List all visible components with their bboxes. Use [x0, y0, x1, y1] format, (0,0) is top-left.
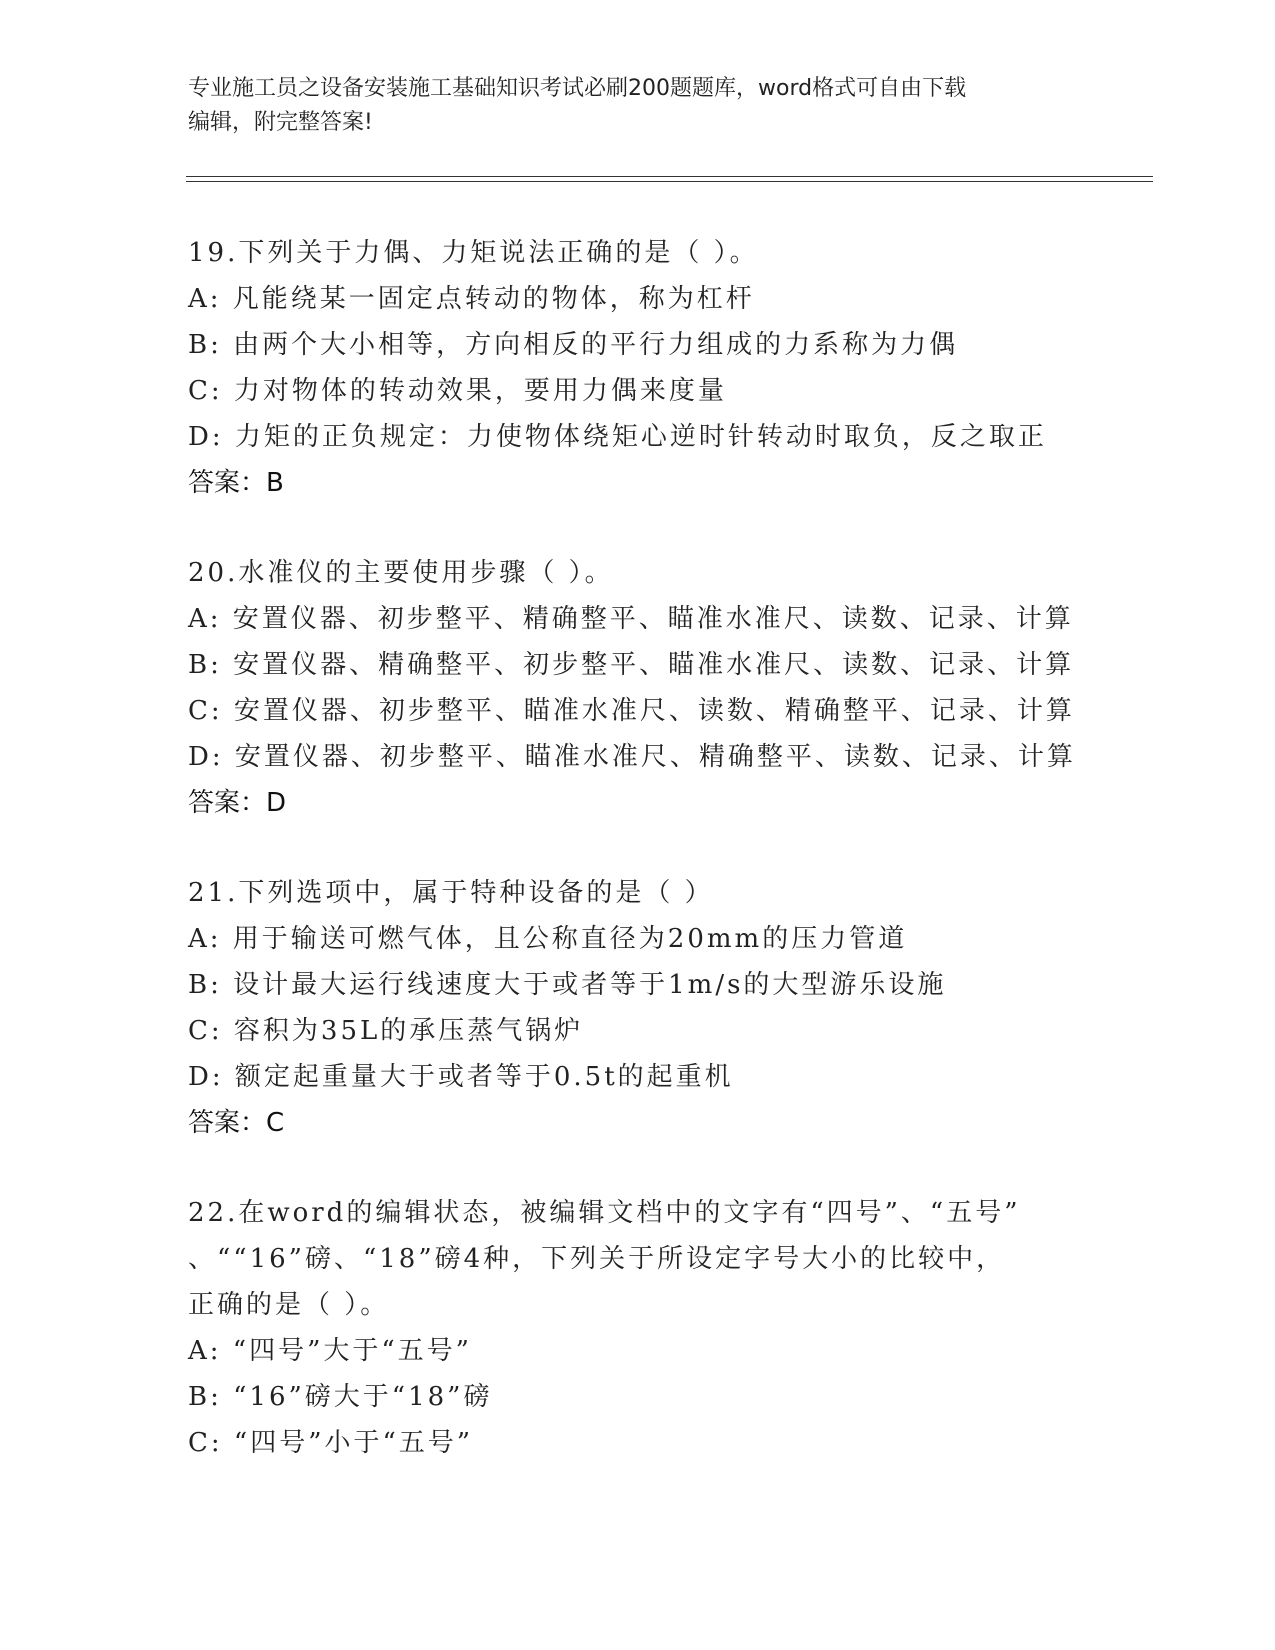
question-stem: 19.下列关于力偶、力矩说法正确的是（ ）。 [188, 238, 759, 268]
question-21 [188, 870, 1148, 1146]
option-a: A: 用于输送可燃气体，且公称直径为20mm的压力管道 [188, 924, 908, 954]
question-stem-line-3: 正确的是（ ）。 [188, 1290, 390, 1320]
option-a: A: “四号”大于“五号” [188, 1336, 472, 1366]
option-b: B: 安置仪器、精确整平、初步整平、瞄准水准尺、读数、记录、计算 [188, 650, 1075, 680]
answer-label: 答案：B [188, 468, 284, 498]
option-d: D: 安置仪器、初步整平、瞄准水准尺、精确整平、读数、记录、计算 [188, 742, 1076, 772]
option-a: A: 安置仪器、初步整平、精确整平、瞄准水准尺、读数、记录、计算 [188, 604, 1074, 634]
question-stem: 21.下列选项中，属于特种设备的是（ ） [188, 878, 714, 908]
header-divider-bottom [186, 181, 1153, 182]
option-b: B: 由两个大小相等，方向相反的平行力组成的力系称为力偶 [188, 330, 959, 360]
document-header [188, 72, 1088, 140]
header-title-line-2: 编辑，附完整答案! [188, 110, 373, 135]
question-20 [188, 550, 1148, 826]
question-19 [188, 230, 1148, 506]
option-b: B: “16”磅大于“18”磅 [188, 1382, 493, 1412]
question-stem-line-2: 、““16”磅、“18”磅4种，下列关于所设定字号大小的比较中， [188, 1244, 1006, 1274]
option-b: B: 设计最大运行线速度大于或者等于1m/s的大型游乐设施 [188, 970, 947, 1000]
question-22 [188, 1190, 1148, 1466]
option-c: C: “四号”小于“五号” [188, 1428, 474, 1458]
question-stem-line-1: 22.在word的编辑状态，被编辑文档中的文字有“四号”、“五号” [188, 1198, 1021, 1228]
option-c: C: 安置仪器、初步整平、瞄准水准尺、读数、精确整平、记录、计算 [188, 696, 1075, 726]
option-a: A: 凡能绕某一固定点转动的物体，称为杠杆 [188, 284, 755, 314]
header-title-line-1: 专业施工员之设备安装施工基础知识考试必刷200题题库，word格式可自由下载 [188, 76, 967, 101]
option-c: C: 容积为35L的承压蒸气锅炉 [188, 1016, 584, 1046]
answer-label: 答案：C [188, 1108, 285, 1138]
question-stem: 20.水准仪的主要使用步骤（ ）。 [188, 558, 614, 588]
option-d: D: 力矩的正负规定：力使物体绕矩心逆时针转动时取负，反之取正 [188, 422, 1047, 452]
answer-label: 答案：D [188, 788, 287, 818]
header-divider-top [186, 176, 1153, 177]
question-list [188, 230, 1148, 1510]
option-c: C: 力对物体的转动效果，要用力偶来度量 [188, 376, 727, 406]
option-d: D: 额定起重量大于或者等于0.5t的起重机 [188, 1062, 734, 1092]
